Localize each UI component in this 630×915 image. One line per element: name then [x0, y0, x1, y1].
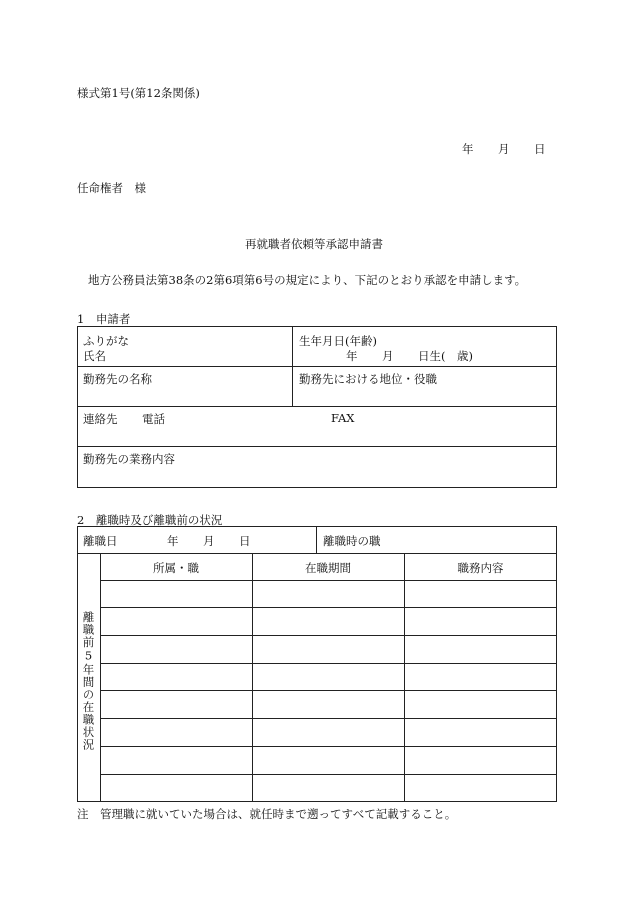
name-label: 氏名: [83, 349, 106, 363]
divider: [100, 746, 557, 747]
business-label: 勤務先の業務内容: [83, 452, 175, 466]
column-header-post: 所属・職: [153, 561, 199, 575]
furigana-label: ふりがな: [83, 334, 129, 348]
column-header-duties: 職務内容: [457, 561, 504, 575]
intro-text: 地方公務員法第38条の2第6項第6号の規定により、下記のとおり承認を申請します。: [88, 273, 527, 287]
divider: [100, 690, 557, 691]
retire-day: 日: [239, 534, 251, 548]
divider: [77, 366, 557, 367]
divider: [100, 635, 557, 636]
divider: [100, 580, 557, 581]
divider: [252, 553, 253, 802]
date-day: 日: [534, 142, 546, 156]
document-title: 再就職者依頼等承認申請書: [245, 237, 383, 251]
divider: [292, 326, 293, 407]
divider: [100, 607, 557, 608]
retire-post-label: 離職時の職: [323, 534, 381, 548]
divider: [100, 663, 557, 664]
divider: [404, 553, 405, 802]
side-label-tenure: 離職前5年間の在職状況: [81, 611, 96, 751]
section2-heading: 2 離職時及び離職前の状況: [77, 513, 223, 527]
birth-day-age: 日生( 歳): [418, 349, 473, 363]
divider: [100, 553, 101, 802]
form-number: 様式第1号(第12条関係): [77, 86, 200, 100]
divider: [77, 446, 557, 447]
fax-label: FAX: [331, 411, 355, 425]
column-header-period: 在職期間: [305, 561, 351, 575]
divider: [316, 526, 317, 553]
phone-label: 電話: [142, 412, 165, 426]
retire-date-label: 離職日: [83, 534, 118, 548]
position-label: 勤務先における地位・役職: [299, 372, 437, 386]
date-month: 月: [498, 142, 510, 156]
birth-year: 年: [346, 349, 358, 363]
retire-month: 月: [203, 534, 215, 548]
divider: [100, 774, 557, 775]
workplace-name-label: 勤務先の名称: [83, 372, 152, 386]
retire-year: 年: [167, 534, 179, 548]
section1-heading: 1 申請者: [77, 312, 131, 326]
addressee: 任命権者 様: [77, 181, 146, 195]
contact-label: 連絡先: [83, 412, 118, 426]
divider: [77, 406, 557, 407]
birth-month: 月: [382, 349, 394, 363]
date-year: 年: [462, 142, 474, 156]
footnote: 注 管理職に就いていた場合は、就任時まで遡ってすべて記載すること。: [77, 807, 457, 821]
divider: [77, 553, 557, 554]
birth-label: 生年月日(年齢): [299, 334, 377, 348]
divider: [100, 718, 557, 719]
